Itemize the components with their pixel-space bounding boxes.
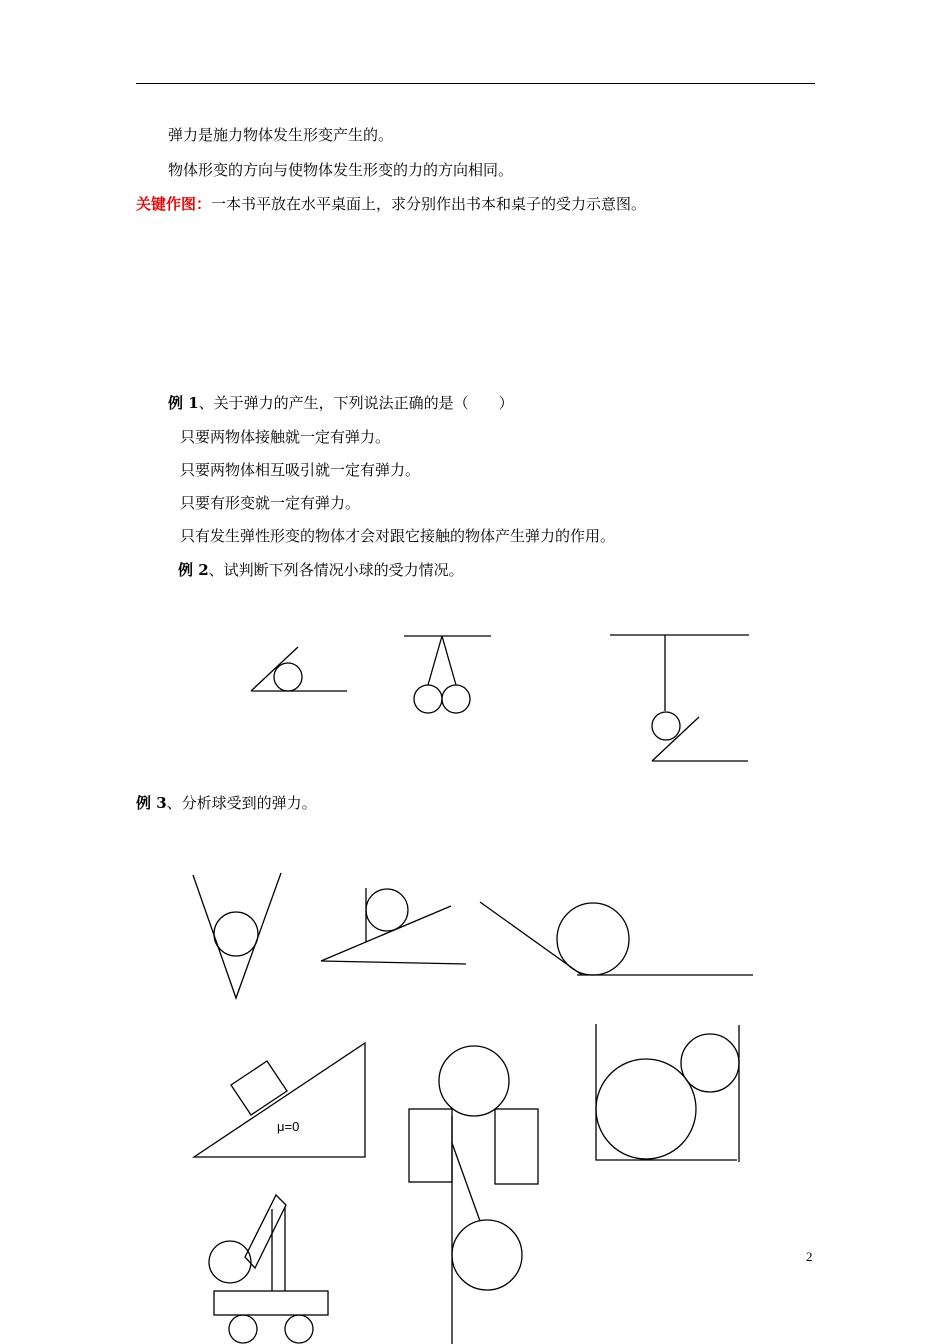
option-4: 只有发生弹性形变的物体才会对跟它接触的物体产生弹力的作用。: [180, 527, 616, 545]
ball-right: [442, 685, 470, 713]
left-block: [409, 1109, 452, 1182]
ball: [209, 1241, 251, 1283]
ex2-two-hanging-balls-figure: [404, 636, 491, 713]
example-1-text: 、关于弹力的产生，下列说法正确的是（ ）: [198, 394, 514, 412]
ex2-hanging-ball-on-incline-figure: [610, 635, 749, 761]
string-left: [428, 636, 442, 685]
example-2-label: 例 2: [178, 561, 209, 579]
text-line-1: 弹力是施力物体发生形变产生的。: [168, 126, 394, 144]
ex3-block-on-smooth-incline-figure: [194, 1043, 365, 1157]
option-3: 只要有形变就一定有弹力。: [180, 494, 361, 512]
friction-label: μ=0: [277, 1119, 300, 1134]
example-1-label: 例 1: [168, 394, 199, 412]
ex3-ball-beside-slope-figure: [480, 902, 753, 975]
hanging-ball: [452, 1220, 522, 1290]
ball: [214, 912, 258, 956]
ex3-two-balls-in-box-figure: [596, 1024, 739, 1162]
small-ball: [681, 1034, 739, 1092]
ball: [557, 903, 629, 975]
incline-line: [321, 906, 451, 961]
example-3-text: 、分析球受到的弹力。: [166, 794, 317, 812]
crane-arm: [245, 1195, 286, 1268]
crane-base: [214, 1291, 328, 1315]
ex3-ball-in-v-groove-figure: [193, 873, 281, 998]
ex3-ball-against-wall-on-incline-figure: [321, 888, 466, 964]
ball: [366, 889, 408, 931]
option-1: 只要两物体接触就一定有弹力。: [180, 428, 391, 446]
option-2: 只要两物体相互吸引就一定有弹力。: [180, 461, 421, 479]
block: [231, 1061, 287, 1115]
string-right: [442, 636, 456, 685]
right-block: [495, 1109, 538, 1184]
wheel-left: [229, 1315, 257, 1343]
v-groove: [193, 873, 281, 998]
base-line: [321, 961, 466, 964]
string: [452, 1143, 480, 1221]
wheel-right: [285, 1315, 313, 1343]
page-number: 2: [806, 1249, 813, 1264]
ex3-ball-between-blocks-figure: [409, 1046, 538, 1344]
example-2-text: 、试判断下列各情况小球的受力情况。: [208, 561, 464, 579]
text-line-2: 物体形变的方向与使物体发生形变的力的方向相同。: [168, 161, 514, 179]
ball: [274, 663, 302, 691]
incline-line: [251, 647, 298, 691]
incline-triangle: [194, 1043, 365, 1157]
large-ball: [596, 1059, 696, 1159]
key-drawing-text: 一本书平放在水平桌面上，求分别作出书本和桌子的受力示意图。: [211, 195, 647, 213]
example-3-label: 例 3: [136, 794, 167, 812]
incline-line: [652, 717, 699, 761]
key-drawing-label: 关键作图：: [136, 195, 212, 213]
ball: [652, 712, 680, 740]
top-ball: [439, 1046, 509, 1116]
ex2-ball-on-incline-figure: [251, 647, 347, 691]
ball-left: [414, 685, 442, 713]
ex3-crane-ball-figure: [209, 1195, 328, 1343]
